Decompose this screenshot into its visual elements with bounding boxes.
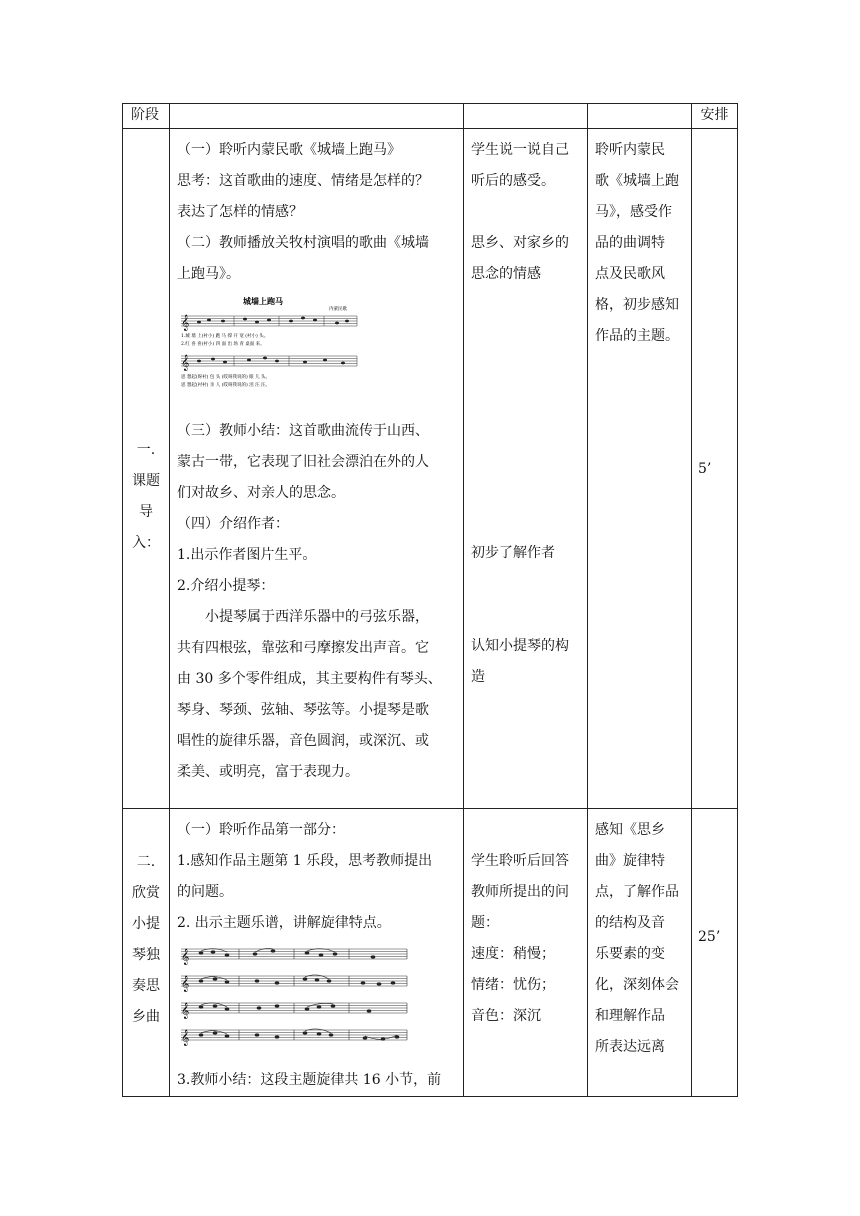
purpose-cell-intro (588, 129, 692, 809)
header-col2 (170, 104, 464, 129)
stage-cell-intro (123, 129, 170, 809)
student-line: 音色：深沉 (471, 1008, 541, 1024)
purpose-line: 品的曲调特 (595, 235, 665, 251)
activity-line: 1.感知作品主题第 1 乐段，思考教师提出 (177, 853, 433, 869)
activity-line: 3.教师小结：这段主题旋律共 16 小节，前 (177, 1072, 442, 1088)
svg-text:𝄞: 𝄞 (181, 315, 190, 331)
activity-line: 们对故乡、对亲人的思念。 (177, 485, 345, 501)
activity-line: 共有四根弦，靠弦和弓摩擦发出声音。它 (177, 640, 429, 656)
purpose-line: 聆听内蒙民 (595, 142, 665, 158)
activity-line: 的问题。 (177, 884, 233, 900)
theme-score-image (179, 943, 409, 1047)
student-line: 造 (471, 669, 485, 685)
student-line: 学生聆听后回答 (471, 853, 569, 869)
purpose-line: 乐要素的变 (595, 946, 665, 962)
lyric-line: 2.红 喜 喜(衬小) 四 面 出 场 青 桌面 来。 (181, 342, 265, 347)
stage-line: 一. (136, 441, 156, 458)
activity-line: （一）聆听内蒙民歌《城墙上跑马》 (177, 142, 401, 158)
activity-line: （一）聆听作品第一部分： (177, 822, 345, 838)
svg-text:𝄞: 𝄞 (181, 949, 190, 965)
header-col3 (464, 104, 588, 129)
purpose-line: 格，初步感知 (595, 297, 679, 313)
student-cell-appreciation (464, 809, 588, 1097)
activity-line: （二）教师播放关牧村演唱的歌曲《城墙 (177, 235, 429, 251)
student-line: 思念的情感 (471, 266, 541, 282)
activity-line: 上跑马》。 (177, 266, 240, 282)
stage-cell-appreciation (123, 809, 170, 1097)
time-value: 5’ (698, 460, 712, 477)
student-line: 思乡、对家乡的 (471, 235, 569, 251)
activity-line: 唱性的旋律乐器，音色圆润，或深沉、或 (177, 733, 429, 749)
section-row-intro (123, 129, 738, 809)
section-row-appreciation (123, 809, 738, 1097)
time-cell-intro (692, 129, 738, 809)
activity-line: 表达了怎样的情感？ (177, 204, 303, 220)
activity-line: 小提琴属于西洋乐器中的弓弦乐器， (205, 609, 429, 625)
purpose-line: 点，了解作品 (595, 884, 679, 900)
stage-line: 欣赏 (132, 885, 160, 901)
purpose-line: 化，深刻体会 (595, 977, 679, 993)
student-line: 认知小提琴的构 (471, 638, 569, 654)
lesson-plan-table (122, 103, 738, 1097)
student-line: 初步了解作者 (471, 545, 555, 561)
lyric-line: 思 想起(衬衬) 亲 人 (哎呀我说的) 泪 汪 汪。 (181, 383, 271, 388)
purpose-line: 感知《思乡 (595, 822, 665, 838)
stage-line: 导 (139, 503, 153, 520)
header-arrange: 安排 (692, 104, 738, 129)
purpose-line: 的结构及音 (595, 915, 665, 931)
stage-line: 乡曲 (132, 1009, 160, 1025)
student-line: 速度：稍慢； (471, 946, 555, 962)
svg-text:𝄞: 𝄞 (181, 1030, 190, 1046)
activity-line: 2. 出示主题乐谱，讲解旋律特点。 (177, 915, 391, 931)
activity-line: （四）介绍作者： (177, 516, 289, 532)
student-line: 题： (471, 915, 499, 931)
purpose-line: 作品的主题。 (595, 328, 679, 344)
purpose-line: 马》，感受作 (595, 204, 672, 220)
stage-line: 小提 (132, 916, 160, 932)
purpose-cell-appreciation (588, 809, 692, 1097)
activity-line: 1.出示作者图片生平。 (177, 547, 317, 563)
activities-cell-intro (170, 129, 464, 809)
activities-cell-appreciation (170, 809, 464, 1097)
activity-line: 琴身、琴颈、弦轴、琴弦等。小提琴是歌 (177, 702, 429, 718)
score-title: 城墙上跑马 (243, 296, 283, 306)
activity-line: 柔美、或明亮，富于表现力。 (177, 764, 359, 780)
header-col4 (588, 104, 692, 129)
activity-line: 由 30 多个零件组成，其主要构件有琴头、 (177, 671, 442, 687)
lyric-line: 1.城 墙 上(衬小) 跑 马 撑 开 宽 (衬小) 头。 (181, 334, 269, 339)
header-stage: 阶段 (123, 104, 170, 129)
song-score-image (179, 294, 369, 398)
time-value: 25’ (698, 929, 721, 945)
purpose-line: 曲》旋律特 (595, 853, 665, 869)
activity-line: （三）教师小结：这首歌曲流传于山西、 (177, 423, 429, 439)
svg-text:𝄞: 𝄞 (181, 976, 190, 992)
lyric-line: 思 想起(呀衬) 包 头 (哎呀我说的) 眼 儿 头。 (181, 375, 271, 380)
activity-line: 思考：这首歌曲的速度、情绪是怎样的？ (177, 173, 429, 189)
purpose-line: 所表达远离 (595, 1039, 665, 1055)
header-row (123, 104, 738, 129)
student-cell-intro (464, 129, 588, 809)
student-line: 教师所提出的问 (471, 884, 569, 900)
stage-line: 入： (132, 534, 160, 551)
stage-line: 课题 (132, 472, 160, 489)
time-cell-appreciation (692, 809, 738, 1097)
score-region: 内蒙民歌 (329, 307, 347, 312)
activity-line: 2.介绍小提琴： (177, 578, 275, 594)
svg-text:𝄞: 𝄞 (181, 355, 190, 371)
stage-line: 琴独 (132, 947, 160, 963)
purpose-line: 歌《城墙上跑 (595, 173, 679, 189)
stage-line: 奏思 (132, 978, 160, 994)
purpose-line: 和理解作品 (595, 1008, 665, 1024)
stage-line: 二. (136, 854, 156, 870)
student-line: 听后的感受。 (471, 173, 555, 189)
purpose-line: 点及民歌风 (595, 266, 665, 282)
svg-text:𝄞: 𝄞 (181, 1003, 190, 1019)
student-line: 情绪：忧伤； (471, 977, 555, 993)
student-line: 学生说一说自己 (471, 142, 569, 158)
activity-line: 蒙古一带，它表现了旧社会漂泊在外的人 (177, 454, 429, 470)
